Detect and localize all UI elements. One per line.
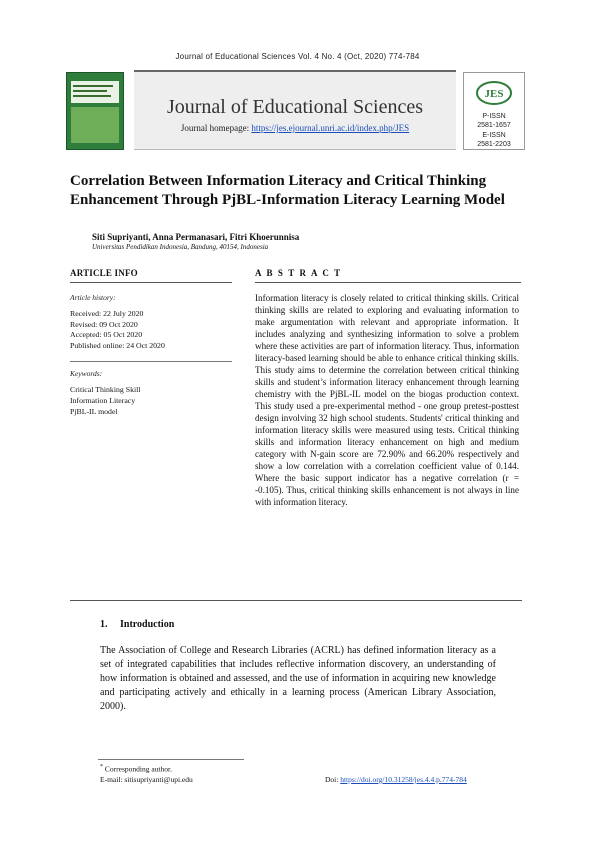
article-info-heading: ARTICLE INFO	[70, 268, 138, 278]
keyword-item: PjBL-IL model	[70, 407, 118, 416]
journal-homepage	[134, 123, 456, 133]
journal-name: Journal of Educational Sciences	[166, 96, 424, 118]
e-issn-label: E-ISSN	[482, 132, 506, 139]
keywords-rule	[70, 361, 232, 362]
section-divider	[70, 600, 522, 601]
history-accepted: Accepted: 05 Oct 2020	[70, 330, 143, 339]
doi-link[interactable]: https://doi.org/10.31258/jes.4.4.p.774-784	[340, 775, 467, 784]
history-published: Published online: 24 Oct 2020	[70, 340, 165, 350]
running-header: Journal of Educational Sciences Vol. 4 No. 4 (Oct, 2020) 774-784	[175, 52, 420, 61]
article-info-rule	[70, 282, 232, 283]
jes-logo-icon	[476, 80, 512, 106]
keyword-item: Critical Thinking Skill	[70, 385, 141, 394]
doi-label: Doi:	[325, 775, 341, 784]
keyword-item: Information Literacy	[70, 396, 136, 405]
history-label: Article history:	[70, 293, 116, 302]
introduction-paragraph: The Association of College and Research Libraries (ACRL) has defined information literacy as a set of integrated capabilities that includes reflective information discovery, an understanding of how information is obtained and assessed, and the use of information in acquiring new knowledge and participating actively and ethically in a learning process (American Library Association, 2000).	[100, 645, 496, 712]
footnote-rule	[98, 759, 244, 760]
homepage-link[interactable]: https://jes.ejournal.unri.ac.id/index.php/JES	[251, 123, 410, 133]
introduction-heading	[100, 619, 174, 630]
journal-cover-thumbnail	[66, 72, 124, 150]
doi	[325, 775, 467, 784]
footnote-mark: *	[100, 764, 103, 770]
e-issn: 2581-2203	[477, 141, 511, 148]
p-issn: 2581-1657	[477, 122, 511, 129]
section-number: 1.	[100, 619, 108, 630]
footnote-text: Corresponding author.	[104, 764, 172, 774]
abstract-heading: A B S T R A C T	[255, 268, 342, 278]
paper-title: Correlation Between Information Literacy and Critical Thinking Enhancement Through PjBL-Information Literacy Learning Model	[70, 173, 505, 208]
history-revised: Revised: 09 Oct 2020	[70, 319, 138, 329]
keywords-label: Keywords:	[70, 369, 103, 378]
history-received: Received: 22 July 2020	[70, 309, 144, 318]
abstract-text: Information literacy is closely related to critical thinking skills. Critical thinking skills are related to exploring and evaluating information to make argumentation with relevant and appropriate information. It includes analyzing and synthesizing information to solve a problem where these activities are part of information literacy. Thus, information literacy-based learning should be able to enhance critical thinking skills. This study aims to determine the correlation between critical thinking skills and student’s information literacy enhancement through learning chemistry with the PjBL-IL model on the biogas production context. This study used a pre-experimental method - one group pretest-posttest design involving 32 high school students. Students' critical thinking and information literacy skills were measured using tests. Critical thinking skills and information literacy enhancement on high and medium category with N-gain score are 72.90% and 66.20% respectively and show a low correlation with a correlation coefficient value of 0.144. Where the basic support indicator has a negative correlation (r = -0.105). Thus, critical thinking skills enhancement is not always in line with information literacy.	[255, 293, 519, 507]
homepage-label: Journal homepage:	[180, 123, 252, 133]
section-title: Introduction	[120, 619, 175, 630]
authors: Siti Supriyanti, Anna Permanasari, Fitri Khoerunnisa	[92, 232, 300, 242]
affiliation: Universitas Pendidikan Indonesia, Bandung, 40154, Indonesia	[92, 243, 269, 251]
logo-text: JES	[484, 88, 504, 100]
p-issn-label: P-ISSN	[482, 113, 506, 120]
corresponding-email: E-mail: sitisupriyanti@upi.edu	[100, 775, 193, 784]
footnote	[100, 764, 172, 774]
abstract-rule	[255, 282, 521, 283]
